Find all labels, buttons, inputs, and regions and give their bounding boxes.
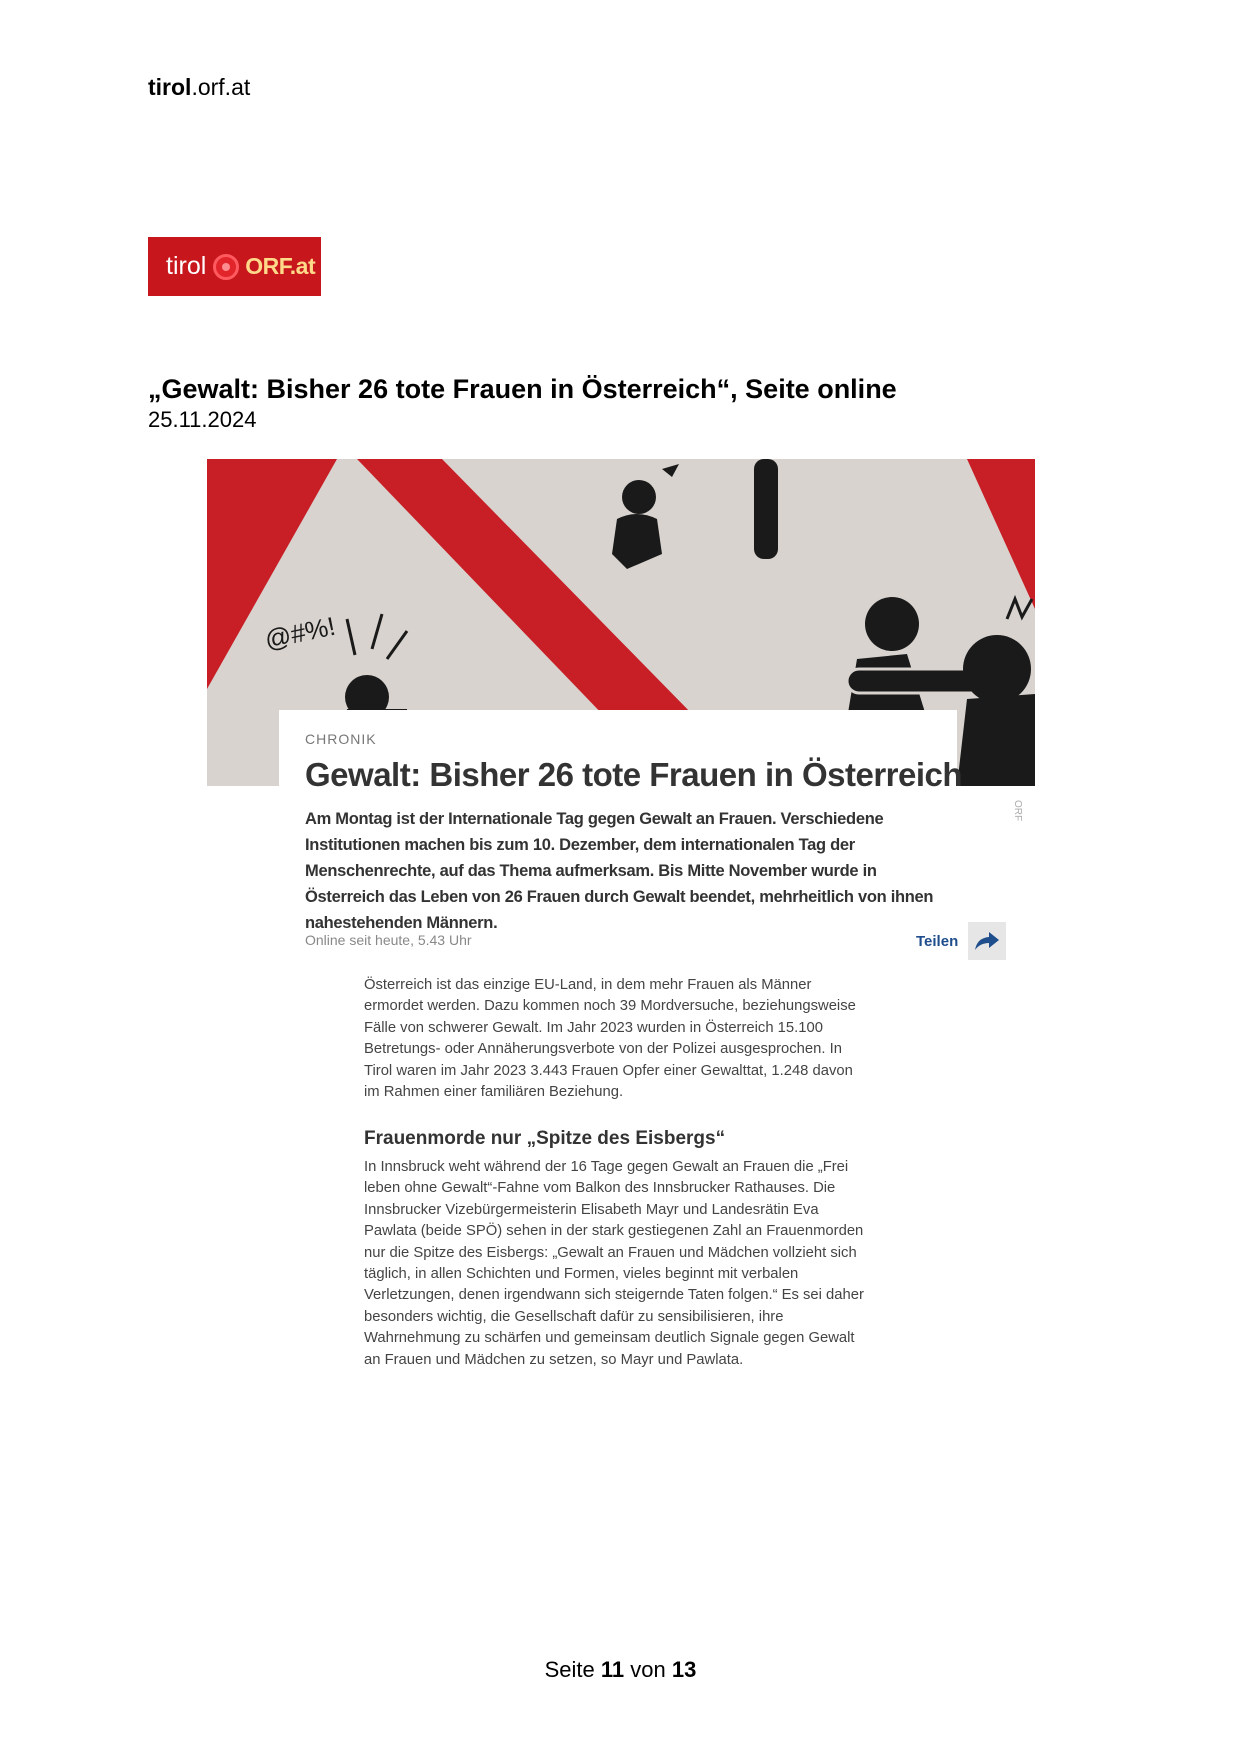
share-button[interactable] xyxy=(968,922,1006,960)
hero-scribble: @#%! xyxy=(262,610,338,655)
logo-brand: ORF.at xyxy=(245,253,316,279)
site-label-bold: tirol xyxy=(148,74,192,100)
article-subheading: Frauenmorde nur „Spitze des Eisbergs“ xyxy=(364,1128,726,1149)
document-date: 25.11.2024 xyxy=(148,407,257,432)
share-arrow-icon xyxy=(975,932,999,950)
footer-page-number: 11 xyxy=(600,1657,625,1682)
share-control[interactable] xyxy=(916,922,1006,960)
article-headline: Gewalt: Bisher 26 tote Frauen in Österreich xyxy=(305,756,963,793)
footer-prefix: Seite xyxy=(544,1657,595,1682)
article-kicker[interactable]: CHRONIK xyxy=(305,731,377,747)
article-paragraph-2: In Innsbruck weht während der 16 Tage gegen Gewalt an Frauen die „Frei leben ohne Gewalt“-Fahne vom Balkon des Innsbrucker Rathauses. Die Innsbrucker Vizebürgermeisterin Elisabeth Mayr und Landesrätin Eva Pawlata (beide SPÖ) sehen in der stark gestiegenen Zahl an Frauenmorden nur die Spitze des Eisbergs: „Gewalt an Frauen und Mädchen vollzieht sich täglich, in allen Schichten und Formen, vieles beginnt mit verbalen Verletzungen, denen irgendwann sich steigernde Taten folgen.“ Es sei daher besonders wichtig, die Gesellschaft dafür zu sensibilisieren, ihre Wahrnehmung zu schärfen und gemeinsam deutlich Signale gegen Gewalt an Frauen und Mädchen zu setzen, so Mayr und Pawlata. xyxy=(364,1159,864,1368)
orf-eye-icon xyxy=(213,254,239,280)
image-credit: ORF xyxy=(1012,800,1023,822)
footer-total-pages: 13 xyxy=(671,1657,697,1682)
share-label[interactable]: Teilen xyxy=(916,932,959,950)
footer-middle: von xyxy=(630,1657,666,1682)
page-footer xyxy=(0,1657,1241,1683)
site-label-rest: .orf.at xyxy=(191,74,251,100)
site-label xyxy=(148,74,250,101)
document-title: „Gewalt: Bisher 26 tote Frauen in Österreich“, Seite online xyxy=(148,374,897,404)
article-paragraph-1: Österreich ist das einzige EU-Land, in dem mehr Frauen als Männer ermordet werden. Dazu kommen noch 39 Mordversuche, beziehungsweise Fälle von schwerer Gewalt. Im Jahr 2023 wurden in Österreich 15.100 Betretungs- oder Annäherungsverbote von der Polizei ausgesprochen. In Tirol waren im Jahr 2023 3.443 Frauen Opfer einer Gewalttat, 1.248 davon im Rahmen einer familiären Beziehung. xyxy=(364,977,856,1101)
article-timestamp: Online seit heute, 5.43 Uhr xyxy=(305,932,472,948)
orf-logo xyxy=(148,237,321,296)
logo-word: tirol xyxy=(166,252,207,280)
article-lead: Am Montag ist der Internationale Tag gegen Gewalt an Frauen. Verschiedene Institutionen machen bis zum 10. Dezember, dem internationalen Tag der Menschenrechte, auf das Thema aufmerksam. Bis Mitte November wurde in Österreich das Leben von 26 Frauen durch Gewalt beendet, mehrheitlich von ihnen nahestehenden Männern. xyxy=(305,810,934,932)
